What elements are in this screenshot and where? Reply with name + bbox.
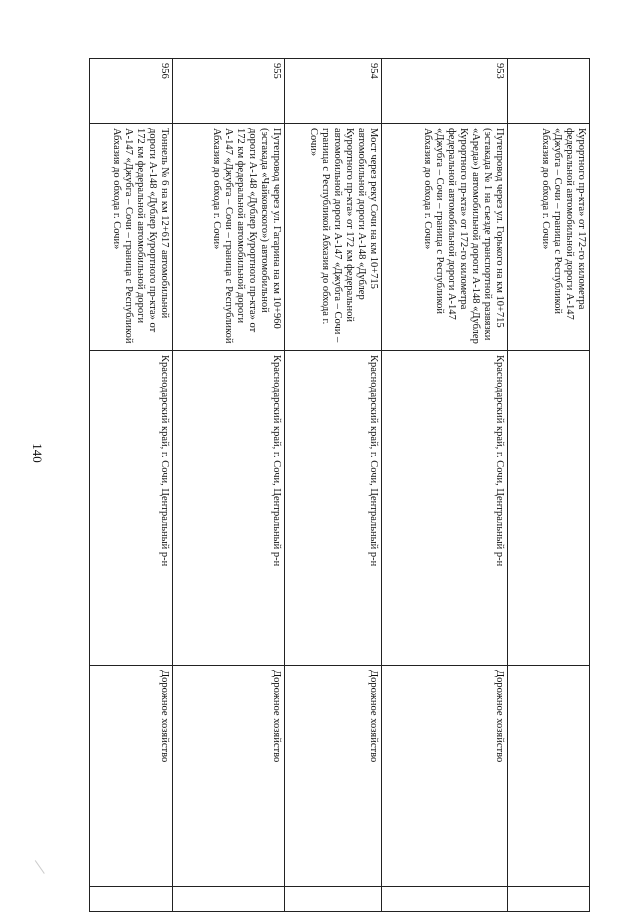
object-category: Дорожное хозяйство: [173, 666, 285, 887]
object-category: Дорожное хозяйство: [382, 666, 508, 887]
object-location: Краснодарский край, г. Сочи, Центральный р-н: [382, 351, 508, 666]
empty-cell: [90, 887, 173, 912]
object-location: Краснодарский край, г. Сочи, Центральный р-н: [173, 351, 285, 666]
object-description: Путепровод через ул. Горького на км 10+715 (эстакада № 1 на съезде транспортной развязки «Арeда») автомобильной дороги А-148 «Дублер Курортного пр-кта» от 172-го километра федеральной автомобильной дороги А-147 «Джубга – Сочи – граница с Республикой Абхазия до обхода г. Сочи»: [382, 124, 508, 351]
object-category: [508, 666, 590, 887]
table-row: [173, 59, 285, 912]
table-row: [508, 59, 590, 912]
row-number: 953: [382, 59, 508, 124]
object-description: Курортного пр-кта» от 172-го километра федеральной автомобильной дороги А-147 «Джубга – Сочи – граница с Республикой Абхазия до обхода г. Сочи»: [508, 124, 590, 351]
table-row: [382, 59, 508, 912]
empty-cell: [173, 887, 285, 912]
table-row: [90, 59, 173, 912]
registry-table-container: [90, 58, 590, 864]
row-number: [508, 59, 590, 124]
page-number: 140: [30, 443, 45, 463]
object-location: [508, 351, 590, 666]
scan-artifact: [35, 852, 56, 874]
object-description: Мост через реку Сочи на км 10+715 автомобильной дороги А-148 «Дублер Курортного пр-кта» от 172 км федеральной автомобильной дороги А-147 «Джубга – Сочи – граница с Республикой Абхазия до обхода г. Сочи»: [285, 124, 382, 351]
object-description: Тоннель № 6 на км 12+617 автомобильной дороги А-148 «Дублер Курортного пр-кта» от 172 км федеральной автомобильной дороги А-147 «Джубга – Сочи – граница с Республикой Абхазия до обхода г. Сочи»: [90, 124, 173, 351]
table-row: [285, 59, 382, 912]
object-location: Краснодарский край, г. Сочи, Центральный р-н: [285, 351, 382, 666]
object-category: Дорожное хозяйство: [90, 666, 173, 887]
empty-cell: [285, 887, 382, 912]
empty-cell: [382, 887, 508, 912]
row-number: 954: [285, 59, 382, 124]
object-category: Дорожное хозяйство: [285, 666, 382, 887]
registry-table: [89, 58, 590, 912]
empty-cell: [508, 887, 590, 912]
row-number: 956: [90, 59, 173, 124]
object-description: Путепровод через ул. Гагарина на км 10+960 (эстакада «Чайковского») автомобильной дороги А-148 «Дублер Курортного пр-кта» от 172 км федеральной автомобильной дороги А-147 «Джубга – Сочи – граница с Республикой Абхазия до обхода г. Сочи»: [173, 124, 285, 351]
object-location: Краснодарский край, г. Сочи, Центральный р-н: [90, 351, 173, 666]
row-number: 955: [173, 59, 285, 124]
